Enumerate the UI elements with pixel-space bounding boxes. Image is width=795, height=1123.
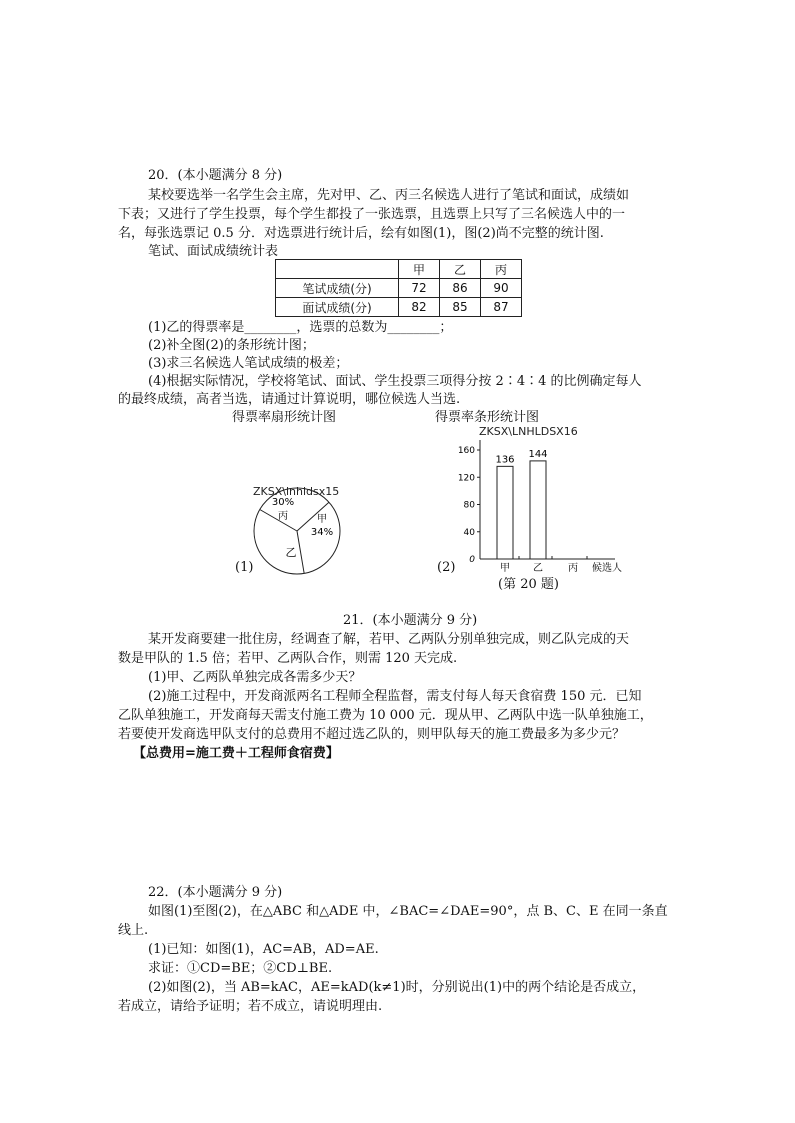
q21-sub1: (1)甲、乙两队单独完成各需多少天？ bbox=[148, 670, 362, 685]
pie-slice-percent-bing: 30% bbox=[271, 497, 295, 508]
bar-data-label: 144 bbox=[528, 448, 548, 460]
table-title: 笔试、面试成绩统计表 bbox=[148, 244, 279, 259]
q20-text-line: 某校要选举一名学生会主席，先对甲、乙、丙三名候选人进行了笔试和面试，成绩如 bbox=[148, 188, 630, 203]
table-cell: 90 bbox=[481, 279, 522, 298]
q22-text-line: 线上. bbox=[118, 923, 149, 938]
q20-text-line: 下表；又进行了学生投票，每个学生都投了一张选票，且选票上只写了三名候选人中的一 bbox=[118, 207, 626, 222]
x-tick-label: 乙 bbox=[533, 563, 543, 574]
pie-slice-boundary bbox=[297, 531, 304, 573]
x-axis-label: 候选人 bbox=[592, 563, 622, 574]
table-row-label: 笔试成绩(分) bbox=[276, 279, 399, 298]
table-row bbox=[276, 298, 522, 317]
q21-sub2: (2)施工过程中，开发商派两名工程师全程监督，需支付每人每天食宿费 150 元．已知 bbox=[148, 689, 642, 704]
table-cell: 82 bbox=[399, 298, 440, 317]
table-header-cell: 乙 bbox=[440, 260, 481, 279]
table-row bbox=[276, 279, 522, 298]
x-tick-label: 甲 bbox=[500, 563, 510, 574]
bar-chart-title: 得票率条形统计图 bbox=[435, 410, 540, 425]
figure-label-2: (2) bbox=[437, 560, 456, 575]
q21-sub2-cont: 乙队单独施工，开发商每天需支付施工费为 10 000 元．现从甲、乙两队中选一队单独施工， bbox=[118, 708, 653, 723]
pie-watermark: ZKSX\lnhldsx15 bbox=[253, 485, 340, 498]
bar bbox=[497, 466, 513, 559]
table-header-cell bbox=[276, 260, 399, 279]
table-header-cell: 丙 bbox=[481, 260, 522, 279]
q22-title: 22．(本小题满分 9 分) bbox=[148, 885, 283, 900]
figure-caption: (第 20 题) bbox=[498, 577, 559, 592]
q22-sub2-cont: 若成立，请给予证明；若不成立，请说明理由. bbox=[118, 999, 383, 1014]
y-tick-label: 80 bbox=[463, 500, 475, 511]
pie-chart bbox=[245, 478, 355, 578]
bar-watermark: ZKSX\LNHLDSX16 bbox=[479, 425, 578, 438]
q20-sub4-cont: 的最终成绩，高者当选，请通过计算说明，哪位候选人当选. bbox=[118, 392, 461, 407]
q21-text-line: 数是甲队的 1.5 倍；若甲、乙两队合作，则需 120 天完成. bbox=[118, 651, 458, 666]
bar bbox=[530, 461, 546, 559]
bar-chart bbox=[455, 424, 635, 579]
bar-data-label: 136 bbox=[495, 454, 515, 466]
table-header-cell: 甲 bbox=[399, 260, 440, 279]
x-tick-label: 丙 bbox=[568, 563, 578, 574]
table-cell: 87 bbox=[481, 298, 522, 317]
q21-note: 【总费用=施工费＋工程师食宿费】 bbox=[133, 746, 339, 761]
pie-chart-title: 得票率扇形统计图 bbox=[232, 410, 337, 425]
pie-slice-percent-jia: 34% bbox=[310, 527, 334, 538]
table-cell: 72 bbox=[399, 279, 440, 298]
y-tick-label: 40 bbox=[463, 527, 475, 538]
q21-text-line: 某开发商要建一批住房，经调查了解，若甲、乙两队分别单独完成，则乙队完成的天 bbox=[148, 632, 630, 647]
y-tick-label: 120 bbox=[457, 473, 475, 484]
scores-table bbox=[275, 259, 522, 317]
q22-text-line: 如图(1)至图(2)，在△ABC 和△ADE 中，∠BAC=∠DAE=90°，点 B、C、E 在同一条直 bbox=[148, 904, 668, 919]
table-header-row bbox=[276, 260, 522, 279]
q20-sub1: (1)乙的得票率是________，选票的总数为________； bbox=[148, 320, 453, 335]
q20-sub4: (4)根据实际情况，学校将笔试、面试、学生投票三项得分按 2∶4∶4 的比例确定每人 bbox=[148, 374, 642, 389]
pie-slice-label-bing: 丙 bbox=[278, 511, 288, 522]
q22-sub1: (1)已知：如图(1)，AC=AB，AD=AE. bbox=[148, 942, 379, 957]
table-cell: 86 bbox=[440, 279, 481, 298]
q20-sub3: (3)求三名候选人笔试成绩的极差； bbox=[148, 356, 349, 371]
figure-label-1: (1) bbox=[235, 560, 254, 575]
q20-text-line: 名，每张选票记 0.5 分．对选票进行统计后，绘有如图(1)，图(2)尚不完整的统计图. bbox=[118, 226, 604, 241]
pie-slice-label-jia: 甲 bbox=[317, 514, 327, 525]
y-tick-label: 160 bbox=[457, 446, 475, 456]
table-row-label: 面试成绩(分) bbox=[276, 298, 399, 317]
pie-slice-label-yi: 乙 bbox=[285, 546, 297, 559]
q22-sub1-prove: 求证：①CD=BE；②CD⊥BE. bbox=[148, 961, 333, 976]
q20-sub2: (2)补全图(2)的条形统计图； bbox=[148, 338, 315, 353]
q21-title: 21．(本小题满分 9 分) bbox=[343, 613, 478, 628]
q22-sub2: (2)如图(2)，当 AB=kAC，AE=kAD(k≠1)时，分别说出(1)中的两个结论是否成立， bbox=[148, 980, 646, 995]
table-cell: 85 bbox=[440, 298, 481, 317]
q21-sub2-cont: 若要使开发商选甲队支付的总费用不超过选乙队的，则甲队每天的施工费最多为多少元？ bbox=[118, 727, 626, 742]
y-tick-label: 0 bbox=[469, 555, 475, 565]
q20-title: 20．(本小题满分 8 分) bbox=[148, 168, 283, 183]
